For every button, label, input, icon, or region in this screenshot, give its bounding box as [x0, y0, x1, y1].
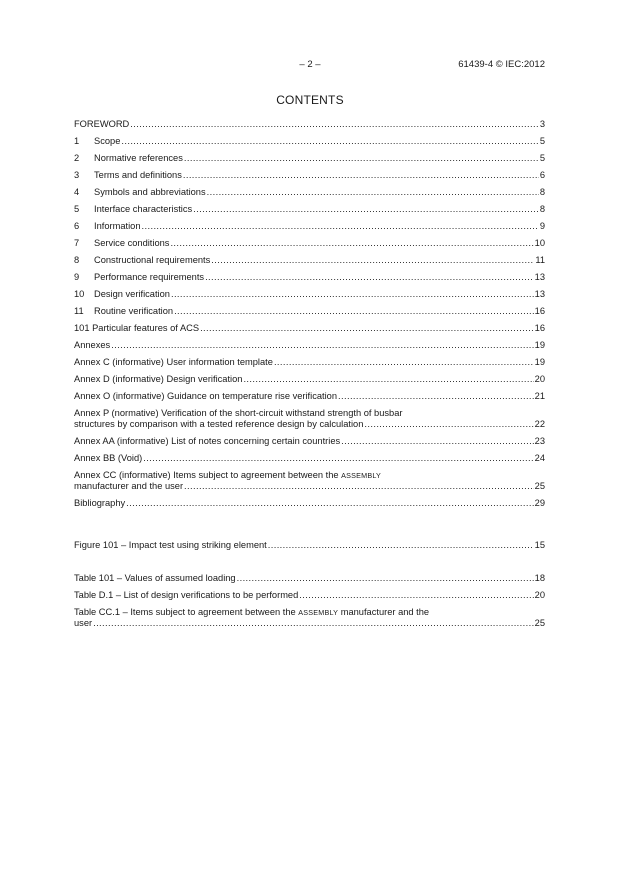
toc-entry-text: Annex C (informative) User information template — [74, 357, 273, 367]
toc-page-number: 23 — [534, 436, 545, 446]
table-page-number: 18 — [534, 573, 545, 583]
toc-entry-text: 101 Particular features of ACS — [74, 323, 200, 333]
dot-leader — [205, 272, 534, 283]
toc-page-number: 3 — [539, 119, 545, 129]
toc-page-number: 24 — [534, 453, 545, 463]
dot-leader — [338, 391, 534, 402]
dot-leader — [184, 153, 539, 164]
toc-entry-clause-1[interactable] — [74, 136, 545, 153]
toc-entry-bibliography[interactable] — [74, 498, 545, 515]
toc-entry-text: FOREWORD — [74, 119, 130, 129]
dot-leader — [143, 453, 533, 464]
toc-page-number: 8 — [539, 204, 545, 214]
toc-page-number: 19 — [534, 340, 545, 350]
dot-leader — [341, 436, 534, 447]
dot-leader — [174, 306, 534, 317]
toc-page-number: 10 — [534, 238, 545, 248]
dot-leader — [111, 340, 533, 351]
dot-leader — [207, 187, 539, 198]
toc-entry-text: Terms and definitions — [94, 170, 182, 180]
assembly-term: ASSEMBLY — [298, 608, 339, 617]
toc-clause-number: 10 — [74, 289, 85, 299]
toc-entry-text: Annex AA (informative) List of notes concerning certain countries — [74, 436, 341, 446]
toc-entry-annex-p[interactable] — [74, 408, 545, 436]
toc-entry-text: Design verification — [94, 289, 170, 299]
toc-page-number: 13 — [534, 272, 545, 282]
dot-leader — [299, 590, 533, 601]
toc-entry-text-line1: Annex P (normative) Verification of the short-circuit withstand strength of busbar — [74, 408, 403, 418]
dot-leader — [274, 357, 534, 368]
toc-clause-number: 11 — [74, 306, 84, 316]
toc-entry-clause-101[interactable] — [74, 323, 545, 340]
table-entry-text-line1: Table CC.1 – Items subject to agreement between the ASSEMBLY manufacturer and the — [74, 607, 430, 617]
toc-entry-clause-10[interactable] — [74, 289, 545, 306]
toc-entry-text: Service conditions — [94, 238, 170, 248]
dot-leader — [130, 119, 539, 130]
toc-entry-text: Interface characteristics — [94, 204, 193, 214]
toc-entry-clause-4[interactable] — [74, 187, 545, 204]
toc-entry-annex-cc[interactable] — [74, 470, 545, 498]
toc-entry-text-line1: Annex CC (informative) Items subject to agreement between the ASSEMBLY — [74, 470, 381, 480]
toc-clause-number: 7 — [74, 238, 80, 248]
toc-clause-number: 1 — [74, 136, 80, 146]
assembly-term: ASSEMBLY — [341, 471, 381, 480]
toc-entry-annex-d[interactable] — [74, 374, 545, 391]
toc-page-number: 29 — [534, 498, 545, 508]
toc-entry-text: Annexes — [74, 340, 111, 350]
toc-entry-text: Annex O (informative) Guidance on temperature rise verification — [74, 391, 338, 401]
table-entry[interactable] — [74, 607, 545, 635]
toc-clause-number: 8 — [74, 255, 80, 265]
dot-leader — [126, 498, 533, 509]
toc-entry-clause-9[interactable] — [74, 272, 545, 289]
toc-page-number: 16 — [534, 323, 545, 333]
toc-entry-text: Scope — [94, 136, 121, 146]
toc-page-number: 8 — [539, 187, 545, 197]
toc-entry-clause-8[interactable] — [74, 255, 545, 272]
toc-page-number: 9 — [539, 221, 545, 231]
toc-clause-number: 2 — [74, 153, 80, 163]
figure-entry-text: Figure 101 – Impact test using striking element — [74, 540, 267, 550]
toc-clause-number: 3 — [74, 170, 80, 180]
toc-entry-text: Annex BB (Void) — [74, 453, 143, 463]
table-page-number: 25 — [534, 618, 545, 628]
dot-leader — [364, 419, 533, 430]
toc-page-number: 20 — [534, 374, 545, 384]
toc-entry-text: Constructional requirements — [94, 255, 211, 265]
dot-leader — [170, 238, 533, 249]
toc-entry-clause-7[interactable] — [74, 238, 545, 255]
tables-list — [74, 573, 545, 635]
dot-leader — [243, 374, 533, 385]
dot-leader — [268, 540, 534, 551]
table-entry-text: Table 101 – Values of assumed loading — [74, 573, 236, 583]
toc-entry-text: Performance requirements — [94, 272, 205, 282]
toc-page-number: 19 — [534, 357, 545, 367]
toc-page-number: 22 — [534, 419, 545, 429]
toc-clause-number: 5 — [74, 204, 80, 214]
toc-entry-text: manufacturer and the user — [74, 481, 184, 491]
toc-entry-clause-5[interactable] — [74, 204, 545, 221]
toc-entry-annex-o[interactable] — [74, 391, 545, 408]
toc-entry-foreword[interactable] — [74, 119, 545, 136]
toc-entry-text: Routine verification — [94, 306, 174, 316]
figure-page-number: 15 — [534, 540, 545, 550]
toc-page-number: 13 — [534, 289, 545, 299]
dot-leader — [211, 255, 534, 266]
toc-entry-annexes[interactable] — [74, 340, 545, 357]
toc-list — [74, 119, 545, 515]
dot-leader — [93, 618, 534, 629]
toc-page-number: 16 — [534, 306, 545, 316]
toc-entry-clause-3[interactable] — [74, 170, 545, 187]
dot-leader — [237, 573, 534, 584]
toc-entry-clause-2[interactable] — [74, 153, 545, 170]
standard-identifier: 61439-4 © IEC:2012 — [458, 59, 545, 70]
toc-clause-number: 4 — [74, 187, 80, 197]
figure-entry[interactable] — [74, 540, 545, 557]
toc-entry-annex-bb[interactable] — [74, 453, 545, 470]
contents-title: CONTENTS — [276, 93, 344, 107]
toc-entry-text: Symbols and abbreviations — [94, 187, 206, 197]
dot-leader — [184, 481, 534, 492]
toc-entry-text: Information — [94, 221, 141, 231]
toc-page-number: 25 — [534, 481, 545, 491]
toc-page-number: 21 — [534, 391, 545, 401]
dot-leader — [183, 170, 539, 181]
toc-entry-clause-11[interactable] — [74, 306, 545, 323]
dot-leader — [200, 323, 534, 334]
table-entry[interactable] — [74, 573, 545, 590]
figures-list — [74, 540, 545, 557]
toc-page-number: 11 — [535, 255, 545, 265]
toc-page-number: 6 — [539, 170, 545, 180]
toc-clause-number: 6 — [74, 221, 80, 231]
table-entry-text: user — [74, 618, 93, 628]
toc-page-number: 5 — [539, 136, 545, 146]
toc-entry-clause-6[interactable] — [74, 221, 545, 238]
dot-leader — [193, 204, 539, 215]
toc-entry-text: structures by comparison with a tested reference design by calculation — [74, 419, 364, 429]
page-number: – 2 – — [299, 59, 321, 70]
toc-entry-text: Normative references — [94, 153, 183, 163]
toc-page-number: 5 — [539, 153, 545, 163]
toc-entry-annex-c[interactable] — [74, 357, 545, 374]
table-page-number: 20 — [534, 590, 545, 600]
toc-clause-number: 9 — [74, 272, 80, 282]
toc-entry-text: Annex D (informative) Design verification — [74, 374, 243, 384]
toc-entry-text: Bibliography — [74, 498, 126, 508]
table-entry-text: Table D.1 – List of design verifications to be performed — [74, 590, 299, 600]
dot-leader — [142, 221, 539, 232]
dot-leader — [121, 136, 538, 147]
toc-entry-annex-aa[interactable] — [74, 436, 545, 453]
table-entry[interactable] — [74, 590, 545, 607]
dot-leader — [171, 289, 534, 300]
